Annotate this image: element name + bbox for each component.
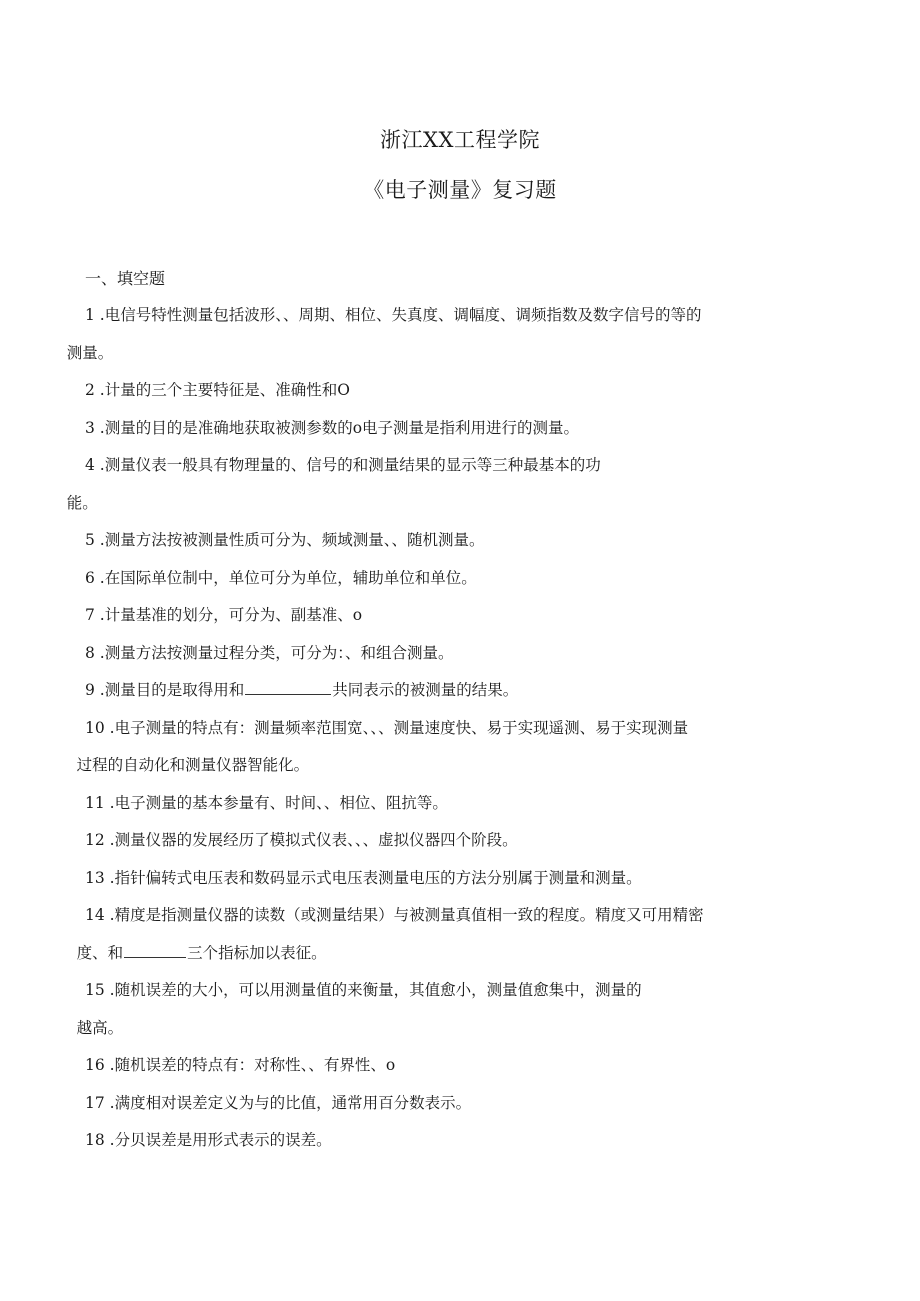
question-number: 3 (85, 418, 100, 437)
question-text: .随机误差的特点有：对称性、、有界性、o (109, 1056, 396, 1074)
question-number: 7 (85, 606, 100, 624)
question-text: .电子测量的特点有：测量频率范围宽、、、测量速度快、易于实现遥测、易于实现测量 (109, 718, 689, 737)
question-text: .计量的三个主要特征是、准确性和O (99, 381, 350, 399)
question-text: .随机误差的大小，可以用测量值的来衡量，其值愈小，测量值愈集中，测量的 (109, 981, 642, 999)
question-number: 11 (85, 793, 110, 812)
question-number: 12 (85, 831, 110, 849)
question-number: 9 (85, 681, 100, 699)
question-number: 17 (85, 1093, 110, 1112)
question-item (66, 447, 835, 522)
question-text-continuation: 测量。 (66, 343, 114, 362)
question-text: 共同表示的被测量的结果。 (332, 681, 519, 699)
question-text: .测量仪表一般具有物理量的、信号的和测量结果的显示等三种最基本的功 (99, 456, 601, 474)
question-text: .测量的目的是准确地获取被测参数的o电子测量是指利用进行的测量。 (99, 418, 580, 437)
question-item (85, 1122, 835, 1160)
question-number: 10 (85, 718, 110, 737)
question-item (85, 1047, 835, 1085)
question-item (85, 860, 835, 898)
question-number: 1 (85, 306, 100, 324)
question-item (85, 560, 835, 598)
question-number: 8 (85, 643, 100, 662)
question-item (85, 597, 835, 635)
question-text-continuation: 能。 (66, 493, 98, 512)
question-text: .精度是指测量仪器的读数（或测量结果）与被测量真值相一致的程度。精度又可用精密 (109, 906, 704, 924)
question-item (85, 1085, 835, 1123)
question-text: .测量目的是取得用和 (99, 681, 245, 699)
question-text-continuation: 度、和 (76, 943, 124, 962)
question-number: 13 (85, 868, 110, 887)
question-item (85, 672, 835, 710)
question-text: .分贝误差是用形式表示的误差。 (109, 1131, 332, 1149)
question-text: .指针偏转式电压表和数码显示式电压表测量电压的方法分别属于测量和测量。 (109, 868, 642, 887)
question-number: 14 (85, 906, 110, 924)
question-text: .计量基准的划分，可分为、副基准、o (99, 606, 363, 624)
question-list (66, 297, 835, 1160)
question-item (76, 710, 835, 785)
question-number: 16 (85, 1056, 110, 1074)
question-text: .测量仪器的发展经历了模拟式仪表、、、虚拟仪器四个阶段。 (109, 831, 518, 849)
question-text: .满度相对误差定义为与的比值，通常用百分数表示。 (109, 1093, 472, 1112)
question-text-continuation: 过程的自动化和测量仪器智能化。 (76, 756, 310, 774)
question-item (85, 522, 835, 560)
question-item (85, 635, 835, 673)
question-text-continuation: 三个指标加以表征。 (187, 943, 327, 962)
question-text: .电信号特性测量包括波形、、周期、相位、失真度、调幅度、调频指数及数字信号的等的 (99, 306, 702, 324)
question-text-continuation: 越高。 (76, 1018, 124, 1037)
question-item (76, 972, 835, 1047)
question-item (85, 372, 835, 410)
question-number: 18 (85, 1131, 110, 1149)
question-number: 2 (85, 381, 100, 399)
question-text: .在国际单位制中，单位可分为单位，辅助单位和单位。 (99, 568, 477, 587)
question-item (85, 410, 835, 448)
question-item (85, 785, 835, 823)
answer-blank (245, 680, 331, 695)
question-number: 4 (85, 456, 100, 474)
question-number: 5 (85, 531, 100, 549)
course-title: 《电子测量》复习题 (363, 178, 557, 202)
question-item (66, 297, 835, 372)
question-text: .电子测量的基本参量有、时间、、相位、阻抗等。 (109, 793, 448, 812)
school-title: 浙江XX工程学院 (380, 128, 540, 152)
question-number: 15 (85, 981, 110, 999)
answer-blank (124, 943, 186, 958)
question-item (85, 822, 835, 860)
question-text: .测量方法按被测量性质可分为、频域测量、、随机测量。 (99, 531, 485, 549)
question-number: 6 (85, 568, 100, 587)
section-heading: 一、填空题 (85, 269, 166, 288)
question-item (76, 897, 835, 972)
question-text: .测量方法按测量过程分类，可分为：、和组合测量。 (99, 643, 454, 662)
